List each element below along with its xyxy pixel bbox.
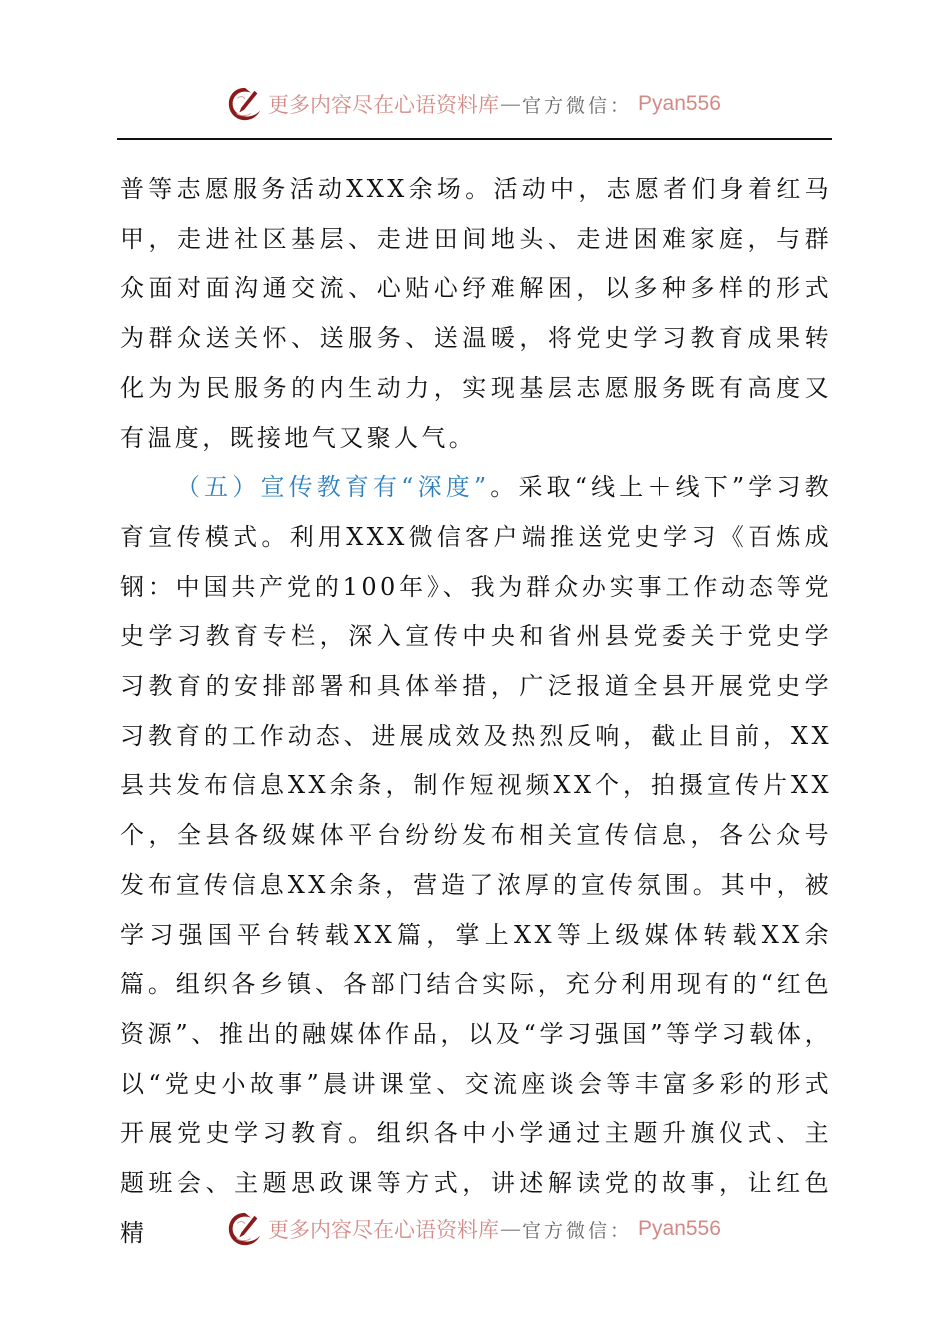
paragraph-publicity-education xyxy=(120,463,832,1258)
section-heading: （五）宣传教育有“深度” xyxy=(176,473,490,502)
header-banner xyxy=(226,82,721,126)
wechat-id: Pyan556 xyxy=(638,92,721,115)
footer-banner xyxy=(226,1207,721,1251)
separator-dash: — xyxy=(500,1217,521,1241)
promo-text: 更多内容尽在心语资料库 xyxy=(268,1218,499,1242)
paragraph-volunteer-services xyxy=(120,165,832,463)
promo-text: 更多内容尽在心语资料库 xyxy=(268,93,499,117)
paragraph-text: 。采取“线上＋线下”学习教育宣传模式。利用XXX微信客户端推送党史学习《百炼成钢：中国共产党的100年》、我为群众办实事工作动态等党史学习教育专栏，深入宣传中央和省州县党委关于党史学习教育的安排部署和具体举措，广泛报道全县开展党史学习教育的工作动态、进展成效及热烈反响，截止目前，XX县共发布信息XX余条，制作短视频XX个，拍摄宣传片XX个，全县各级媒体平台纷纷发布相关宣传信息，各公众号发布宣传信息XX余条，营造了浓厚的宣传氛围。其中，被学习强国平台转载XX篇，掌上XX等上级媒体转载XX余篇。组织各乡镇、各部门结合实际，充分利用现有的“红色资源”、推出的融媒体作品，以及“学习强国”等学习载体，以“党史小故事”晨讲课堂、交流座谈会等丰富多彩的形式开展党史学习教育。组织各中小学通过主题升旗仪式、主题班会、主题思政课等方式，讲述解读党的故事，让红色精 xyxy=(120,473,832,1247)
wechat-label: 官方微信： xyxy=(522,94,633,117)
wechat-label: 官方微信： xyxy=(522,1219,633,1242)
wechat-id: Pyan556 xyxy=(638,1217,721,1240)
quill-pen-logo-icon xyxy=(226,1210,264,1248)
document-body xyxy=(120,165,832,1258)
quill-pen-logo-icon xyxy=(226,85,264,123)
header-divider xyxy=(117,138,832,140)
separator-dash: — xyxy=(500,92,521,116)
paragraph-text: 普等志愿服务活动XXX余场。活动中，志愿者们身着红马甲，走进社区基层、走进田间地头、走进困难家庭，与群众面对面沟通交流、心贴心纾难解困，以多种多样的形式为群众送关怀、送服务、送温暖，将党史学习教育成果转化为为民服务的内生动力，实现基层志愿服务既有高度又有温度，既接地气又聚人气。 xyxy=(120,175,832,452)
